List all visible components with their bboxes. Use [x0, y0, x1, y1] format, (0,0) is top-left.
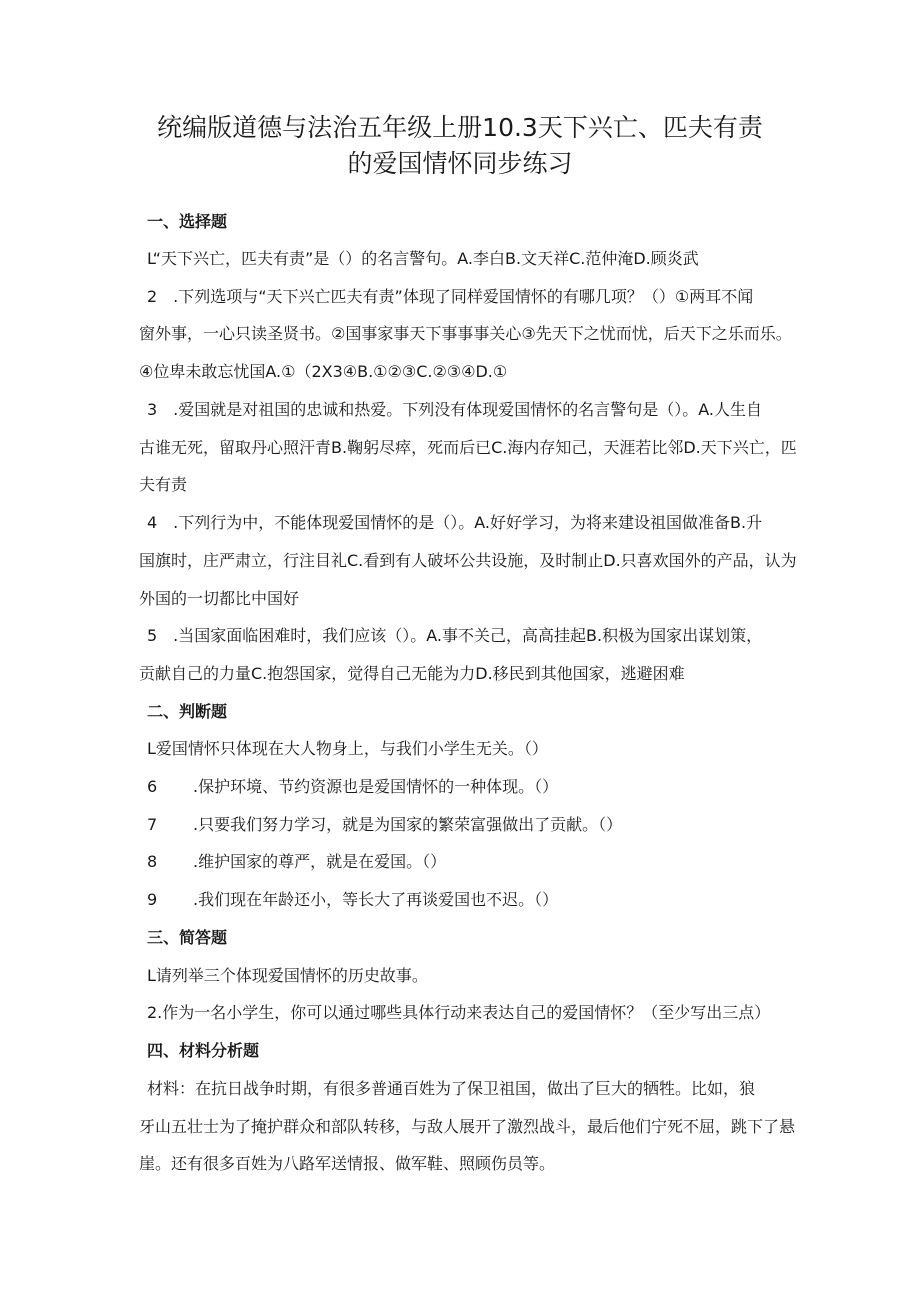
section-heading-material-analysis: 四、材料分析题 [147, 1041, 260, 1060]
section-heading-short-answer: 三、简答题 [147, 928, 228, 947]
material-text-line-3: 崖。还有很多百姓为八路军送情报、做军鞋、照顾伤员等。 [139, 1154, 556, 1173]
judge-question-text: .维护国家的尊严，就是在爱国。（） [193, 852, 447, 871]
choice-question-2-line-2: 窗外事，一心只读圣贤书。②国事家事天下事事事关心③先天下之忧而忧，后天下之乐而乐。 [139, 324, 792, 343]
choice-question-3-line-2: 古谁无死，留取丹心照汗青B.鞠躬尽瘁，死而后已C.海内存知己，天涯若比邻D.天下兴亡，匹 [139, 438, 797, 457]
choice-question-5-line-2: 贡献自己的力量C.抱怨国家，觉得自己无能为力D.移民到其他国家，逃避困难 [139, 664, 685, 683]
choice-question-4-line-1: 4 .下列行为中，不能体现爱国情怀的是（）。A.好好学习，为将来建设祖国做准备B.升 [147, 513, 763, 532]
judge-question-text: .只要我们努力学习，就是为国家的繁荣富强做出了贡献。（） [193, 815, 623, 834]
judge-question-number: 9 [147, 890, 158, 909]
judge-question-number: 6 [147, 777, 158, 796]
document-title-line-1: 统编版道德与法治五年级上册10.3天下兴亡、匹夫有责 [157, 113, 763, 142]
section-heading-judge: 二、判断题 [147, 702, 228, 721]
section-heading-choice: 一、选择题 [147, 212, 228, 231]
judge-question-1: L爱国情怀只体现在大人物身上，与我们小学生无关。（） [147, 739, 548, 758]
judge-question-9 [147, 889, 558, 911]
judge-question-number: 8 [147, 852, 158, 871]
choice-question-1: L“天下兴亡，匹夫有责”是（）的名言警句。A.李白B.文天祥C.范仲淹D.顾炎武 [147, 249, 699, 268]
short-answer-question-2: 2.作为一名小学生，你可以通过哪些具体行动来表达自己的爱国情怀？（至少写出三点） [147, 1003, 771, 1022]
short-answer-question-1: L请列举三个体现爱国情怀的历史故事。 [147, 966, 428, 985]
choice-question-4-line-2: 国旗时，庄严肃立，行注目礼C.看到有人破坏公共设施，及时制止D.只喜欢国外的产品，认为 [139, 551, 797, 570]
judge-question-text: .我们现在年龄还小，等长大了再谈爱国也不迟。（） [193, 890, 559, 909]
material-text-line-1: 材料：在抗日战争时期，有很多普通百姓为了保卫祖国，做出了巨大的牺牲。比如，狼 [147, 1079, 756, 1098]
choice-question-2-line-3: ④位卑未敢忘忧国A.①（2X3④B.①②③C.②③④D.① [139, 362, 508, 381]
judge-question-text: .保护环境、节约资源也是爱国情怀的一种体现。（） [193, 777, 559, 796]
choice-question-3-line-1: 3 .爱国就是对祖国的忠诚和热爱。下列没有体现爱国情怀的名言警句是（）。A.人生自 [147, 400, 763, 419]
judge-question-8 [147, 851, 446, 873]
judge-question-number: 7 [147, 815, 158, 834]
choice-question-2-line-1: 2 .下列选项与“天下兴亡匹夫有责”体现了同样爱国情怀的有哪几项？（）①两耳不闻 [147, 287, 754, 306]
choice-question-5-line-1: 5 .当国家面临困难时，我们应该（）。A.事不关己，高高挂起B.积极为国家出谋划策， [147, 626, 763, 645]
document-title-line-2: 的爱国情怀同步练习 [347, 149, 573, 178]
material-text-line-2: 牙山五壮士为了掩护群众和部队转移，与敌人展开了激烈战斗，最后他们宁死不屈，跳下了悬 [139, 1117, 796, 1136]
choice-question-3-line-3: 夫有责 [139, 475, 188, 494]
judge-question-6 [147, 776, 558, 798]
choice-question-4-line-3: 外国的一切都比中国好 [139, 589, 300, 608]
judge-question-7 [147, 814, 622, 836]
